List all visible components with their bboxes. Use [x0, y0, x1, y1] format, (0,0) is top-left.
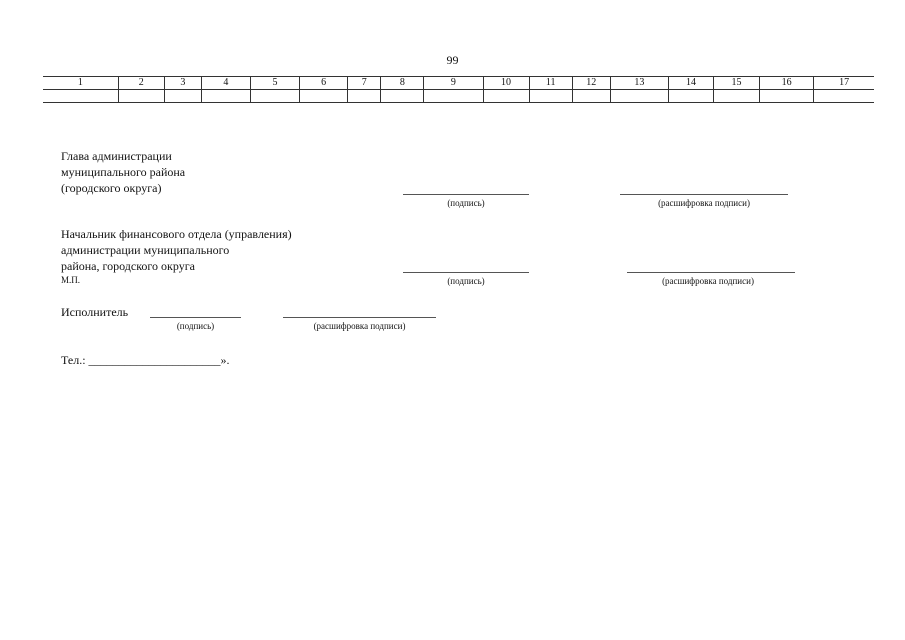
- column-number: 2: [118, 77, 164, 90]
- executor-decode-caption: (расшифровка подписи): [313, 321, 406, 331]
- finance-decode-caption: (расшифровка подписи): [662, 276, 754, 286]
- table-cell: [668, 90, 713, 103]
- column-number: 3: [164, 77, 201, 90]
- column-number: 14: [668, 77, 713, 90]
- column-number: 13: [610, 77, 668, 90]
- finance-title-block: [61, 226, 292, 274]
- head-signature-caption: (подпись): [447, 198, 485, 208]
- table-cell: [381, 90, 424, 103]
- table-cell: [529, 90, 572, 103]
- table-cell: [483, 90, 529, 103]
- table-cell: [118, 90, 164, 103]
- column-number: 7: [348, 77, 381, 90]
- report-table: [43, 76, 874, 103]
- column-number: 8: [381, 77, 424, 90]
- head-decode-caption: (расшифровка подписи): [658, 198, 750, 208]
- table-cell: [250, 90, 299, 103]
- finance-title-line: района, городского округа: [61, 259, 195, 273]
- table-cell: [43, 90, 118, 103]
- executor-label: Исполнитель: [61, 305, 129, 319]
- column-number: 4: [201, 77, 250, 90]
- table-cell: [610, 90, 668, 103]
- executor-signature-line: [150, 317, 241, 318]
- executor-signature-caption: (подпись): [176, 321, 215, 331]
- table-cell: [572, 90, 610, 103]
- table-cell: [201, 90, 250, 103]
- page-number: 99: [446, 53, 459, 67]
- column-number: 15: [714, 77, 760, 90]
- table-cell: [300, 90, 348, 103]
- table-cell: [814, 90, 874, 103]
- head-title-line: муниципального района: [61, 165, 186, 179]
- table-cell: [164, 90, 201, 103]
- head-decode-line: [620, 194, 788, 195]
- head-title-block: [61, 148, 185, 196]
- column-number: 6: [300, 77, 348, 90]
- column-number: 9: [424, 77, 483, 90]
- phone-line: Тел.: ______________________».: [61, 353, 230, 367]
- finance-signature-caption: (подпись): [447, 276, 485, 286]
- finance-title-line: администрации муниципального: [61, 243, 230, 257]
- column-number: 11: [529, 77, 572, 90]
- column-number: 17: [814, 77, 874, 90]
- table-cell: [714, 90, 760, 103]
- finance-signature-line: [403, 272, 529, 273]
- table-empty-row: [43, 90, 874, 103]
- table-cell: [760, 90, 814, 103]
- column-number: 16: [760, 77, 814, 90]
- column-number: 5: [250, 77, 299, 90]
- finance-title-line: Начальник финансового отдела (управления): [61, 227, 292, 241]
- table-cell: [348, 90, 381, 103]
- column-number: 10: [483, 77, 529, 90]
- column-number: 12: [572, 77, 610, 90]
- head-title-line: Глава администрации: [61, 149, 172, 163]
- table-header-row: [43, 77, 874, 90]
- finance-decode-line: [627, 272, 795, 273]
- stamp-place: М.П.: [61, 275, 81, 285]
- table-cell: [424, 90, 483, 103]
- column-number: 1: [43, 77, 118, 90]
- head-signature-line: [403, 194, 529, 195]
- executor-decode-line: [283, 317, 436, 318]
- head-title-line: (городского округа): [61, 181, 162, 195]
